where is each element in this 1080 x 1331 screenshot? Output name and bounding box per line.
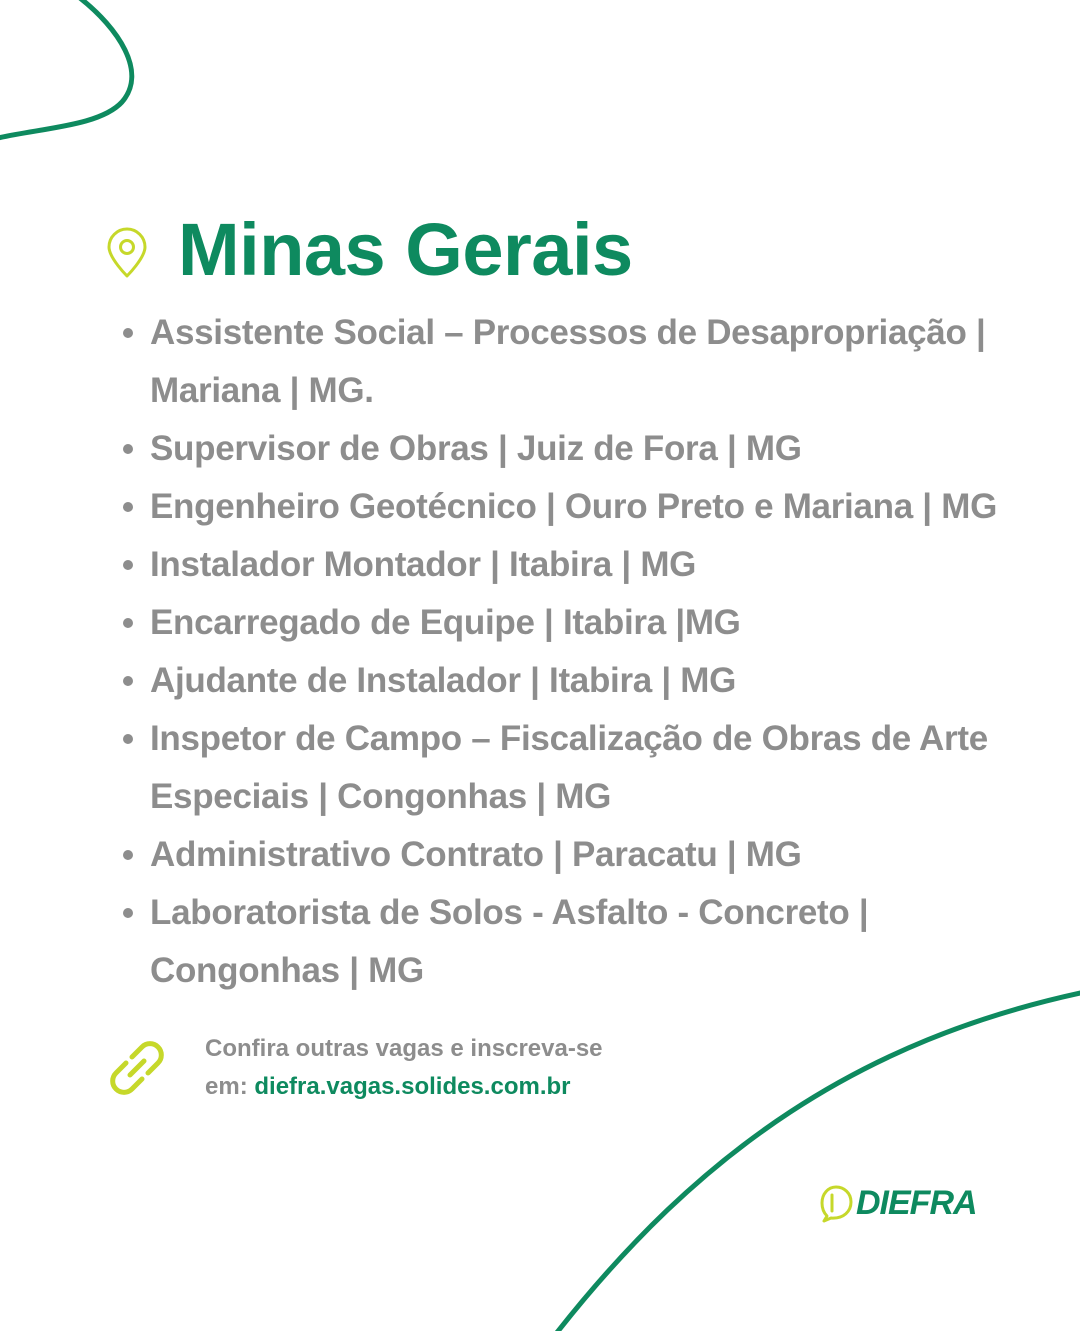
job-item[interactable]: Inspetor de Campo – Fiscalização de Obras de Arte Especiais | Congonhas | MG xyxy=(150,710,1030,826)
cta-line-1: Confira outras vagas e inscreva-se xyxy=(205,1035,603,1062)
job-list xyxy=(150,304,1030,1000)
page-title: Minas Gerais xyxy=(178,208,633,291)
cta-text xyxy=(205,1030,603,1106)
job-item[interactable]: Laboratorista de Solos - Asfalto - Concreto | Congonhas | MG xyxy=(150,884,1030,1000)
job-item[interactable]: Encarregado de Equipe | Itabira |MG xyxy=(150,594,1030,652)
cta-prefix: em: xyxy=(205,1073,255,1100)
job-item[interactable]: Supervisor de Obras | Juiz de Fora | MG xyxy=(150,420,1030,478)
top-left-curve xyxy=(0,0,132,138)
job-item[interactable]: Administrativo Contrato | Paracatu | MG xyxy=(150,826,1030,884)
job-item[interactable]: Assistente Social – Processos de Desapropriação | Mariana | MG. xyxy=(150,304,1030,420)
job-item[interactable]: Engenheiro Geotécnico | Ouro Preto e Mariana | MG xyxy=(150,478,1030,536)
page-header xyxy=(104,205,633,295)
link-icon xyxy=(104,1035,170,1101)
logo-mark-icon xyxy=(818,1183,854,1223)
job-item[interactable]: Instalador Montador | Itabira | MG xyxy=(150,536,1030,594)
diefra-logo xyxy=(818,1183,977,1223)
logo-text: DIEFRA xyxy=(856,1183,977,1222)
cta-line-2 xyxy=(205,1068,603,1106)
vagas-link[interactable]: diefra.vagas.solides.com.br xyxy=(254,1073,571,1100)
bottom-right-curve xyxy=(555,992,1080,1331)
location-pin-icon xyxy=(104,227,150,279)
job-item[interactable]: Ajudante de Instalador | Itabira | MG xyxy=(150,652,1030,710)
